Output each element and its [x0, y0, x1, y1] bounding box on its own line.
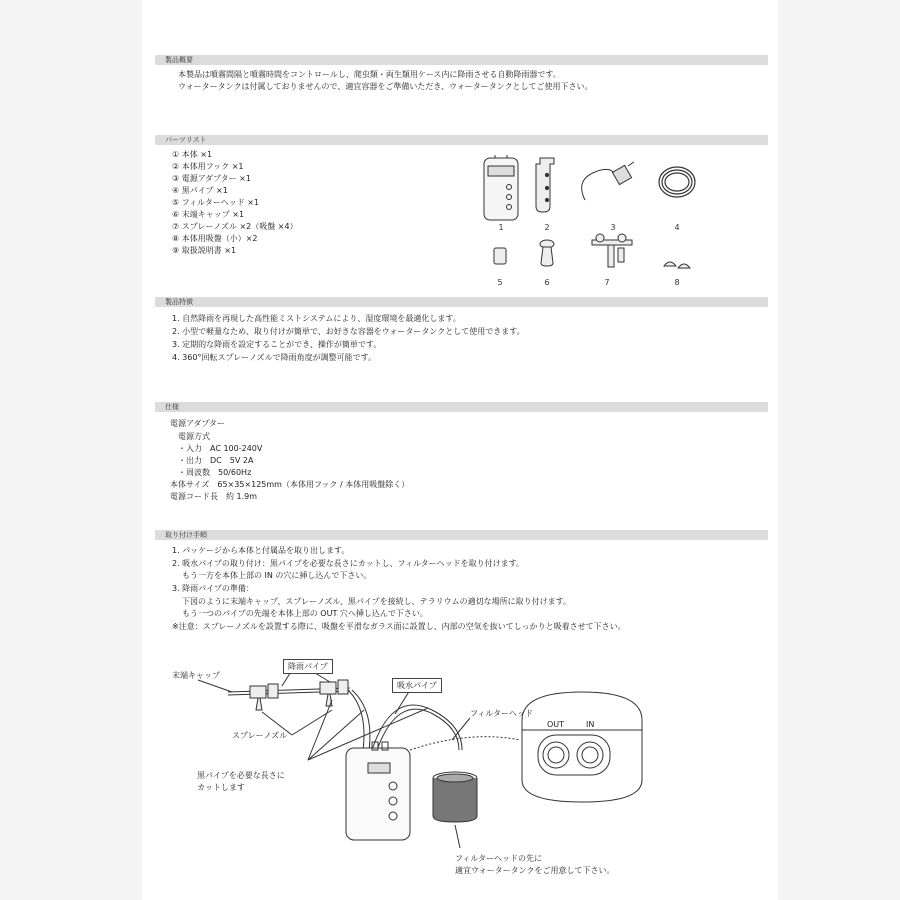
install-step: もう一方を本体上部の IN の穴に挿し込んで下さい。 [182, 571, 372, 580]
spec-frequency: ・周波数 50/60Hz [178, 468, 252, 477]
figure-number-4: 4 [674, 223, 680, 232]
install-note: ※注意：スプレーノズルを設置する際に、吸盤を平滑なガラス面に設置し、内部の空気を抜いてしっかりと吸着させて下さい。 [172, 622, 626, 631]
section-header-install: 取り付け手順 [155, 530, 768, 540]
spec-size: 本体サイズ 65×35×125mm（本体用フック / 本体用吸盤除く） [170, 480, 410, 489]
figure-number-7: 7 [604, 278, 610, 287]
figure-number-8: 8 [674, 278, 680, 287]
part-item: ④ 黒パイプ ×1 [172, 186, 228, 195]
feature-item: 3. 定期的な降雨を設定することができ、操作が簡単です。 [172, 340, 382, 349]
figure-number-3: 3 [610, 223, 616, 232]
section-header-parts: パーツリスト [155, 135, 768, 145]
label-cut-note-2: カットします [197, 783, 245, 792]
part-item: ③ 電源アダプター ×1 [172, 174, 251, 183]
overview-line-2: ウォータータンクは付属しておりませんので、適宜容器をご準備いただき、ウォータータンクとしてご使用下さい。 [178, 82, 593, 91]
feature-item: 4. 360°回転スプレーノズルで降雨角度が調整可能です。 [172, 353, 377, 362]
install-step: 3. 降雨パイプの準備： [172, 584, 254, 593]
part-item: ⑥ 末端キャップ ×1 [172, 210, 245, 219]
figure-number-5: 5 [497, 278, 503, 287]
part-item: ⑦ スプレーノズル ×2（吸盤 ×4） [172, 222, 298, 231]
spec-input: ・入力 AC 100-240V [178, 444, 263, 453]
figure-number-6: 6 [544, 278, 550, 287]
label-tank-note-2: 適宜ウォータータンクをご用意して下さい。 [455, 866, 615, 875]
overview-line-1: 本製品は噴霧間隔と噴霧時間をコントロールし、爬虫類・両生類用ケース内に降雨させる自動降雨器です。 [178, 70, 561, 79]
label-tank-note-1: フィルターヘッドの先に [455, 854, 543, 863]
label-spray-nozzle: スプレーノズル [232, 731, 288, 740]
spec-cord: 電源コード長 約 1.9m [170, 492, 258, 501]
label-intake-pipe: 吸水パイプ [392, 678, 442, 693]
label-in: IN [586, 720, 595, 729]
feature-item: 1. 自然降雨を再現した高性能ミストシステムにより、湿度環境を最適化します。 [172, 314, 461, 323]
part-item: ⑤ フィルターヘッド ×1 [172, 198, 260, 207]
install-step: 2. 吸水パイプの取り付け：黒パイプを必要な長さにカットし、フィルターヘッドを取り付けます。 [172, 559, 525, 568]
install-step: もう一つのパイプの先端を本体上部の OUT 穴へ挿し込んで下さい。 [182, 609, 428, 618]
section-header-features: 製品特徴 [155, 297, 768, 307]
section-header-specs: 仕様 [155, 402, 768, 412]
part-item: ⑨ 取扱説明書 ×1 [172, 246, 237, 255]
feature-item: 2. 小型で軽量なため、取り付けが簡単で、お好きな容器をウォータータンクとして使用できます。 [172, 327, 525, 336]
spec-adapter-label: 電源アダプター [170, 419, 225, 428]
part-item: ⑧ 本体用吸盤（小）×2 [172, 234, 258, 243]
section-header-overview: 製品概要 [155, 55, 768, 65]
label-cut-note-1: 黒パイプを必要な長さに [197, 771, 285, 780]
part-item: ① 本体 ×1 [172, 150, 213, 159]
label-filter-head: フィルターヘッド [470, 709, 534, 718]
part-item: ② 本体用フック ×1 [172, 162, 244, 171]
spec-output: ・出力 DC 5V 2A [178, 456, 254, 465]
label-rain-pipe: 降雨パイプ [283, 659, 333, 674]
figure-number-1: 1 [498, 223, 504, 232]
install-step: 下図のように末端キャップ、スプレーノズル、黒パイプを接続し、テラリウムの適切な場所に取り付けます。 [182, 597, 571, 606]
figure-number-2: 2 [544, 223, 550, 232]
label-out: OUT [547, 720, 565, 729]
spec-method-label: 電源方式 [178, 432, 210, 441]
label-end-cap: 末端キャップ [172, 671, 220, 680]
install-step: 1. パッケージから本体と付属品を取り出します。 [172, 546, 350, 555]
